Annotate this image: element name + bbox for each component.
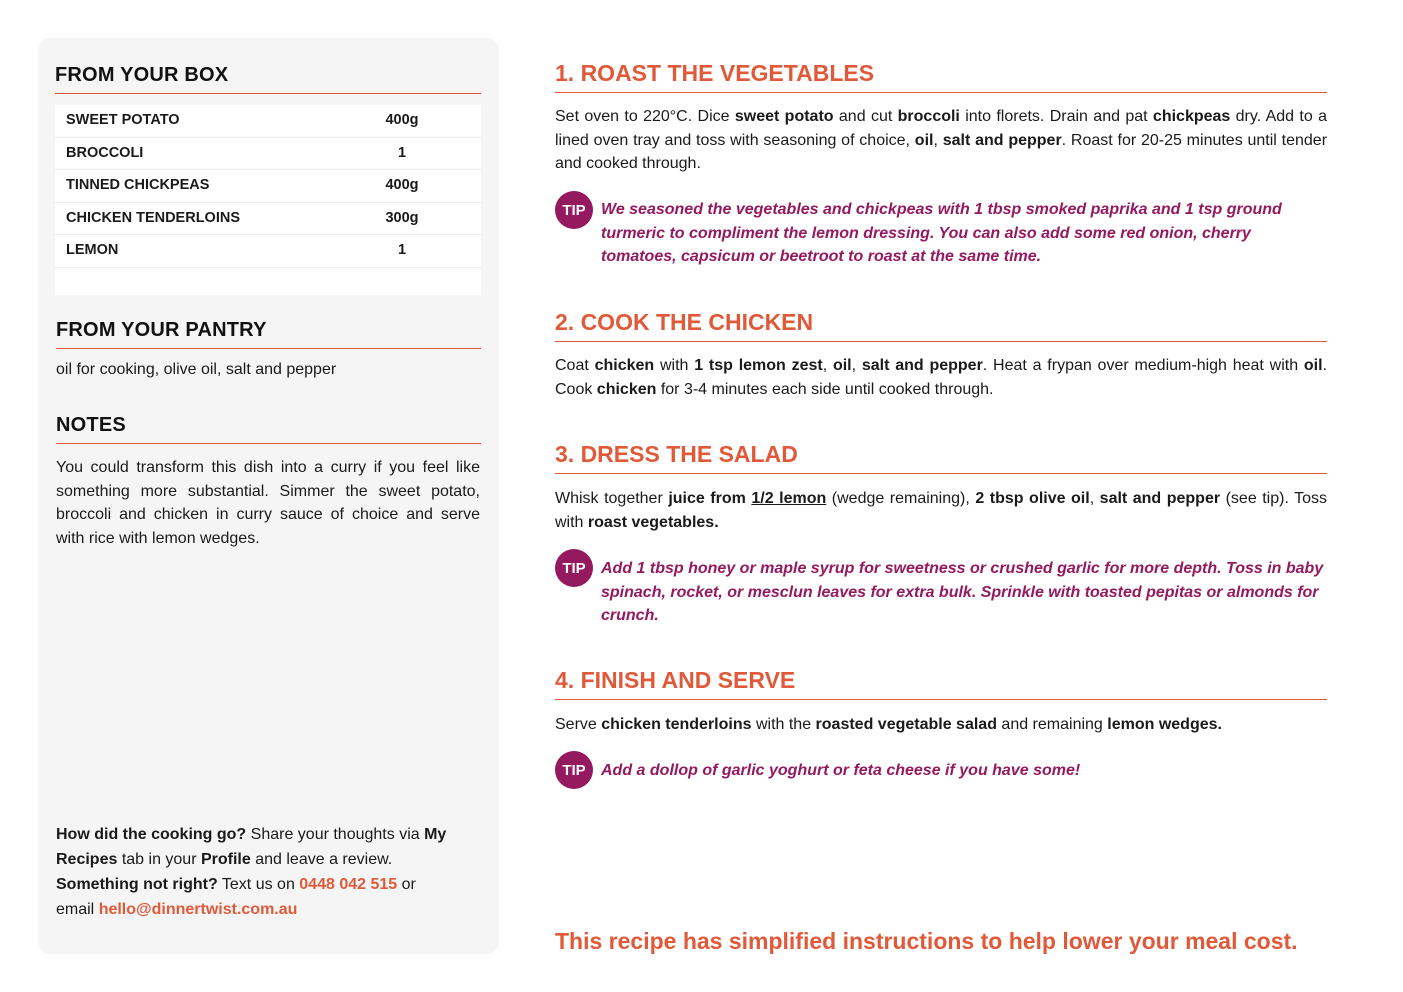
ingredient-qty: 300g <box>385 209 419 226</box>
from-pantry-heading: FROM YOUR PANTRY <box>56 319 481 349</box>
bold-term: salt and pepper <box>1099 490 1221 507</box>
text-span: with <box>654 357 695 374</box>
step-2-body <box>555 354 1327 401</box>
bold-term: 2 tbsp olive oil <box>975 490 1090 507</box>
table-row <box>55 170 481 203</box>
step-4-tip: Add a dollop of garlic yoghurt or feta cheese if you have some! <box>601 762 1081 779</box>
feedback-span: tab in your <box>117 851 201 868</box>
text-span: Coat <box>555 357 595 374</box>
ingredient-name: BROCCOLI <box>66 144 144 161</box>
text-span: into florets. Drain and pat <box>959 108 1153 125</box>
text-span: (see tip). Toss with <box>555 490 1328 531</box>
text-span: (wedge remaining), <box>826 490 976 507</box>
bold-term: broccoli <box>897 108 960 125</box>
step-3-body <box>555 487 1327 534</box>
ingredient-name: SWEET POTATO <box>66 112 180 128</box>
table-row <box>55 138 481 171</box>
footer-note: This recipe has simplified instructions to help lower your meal cost. <box>555 928 1298 954</box>
text-span: , <box>1089 490 1100 507</box>
ingredient-name: CHICKEN TENDERLOINS <box>66 209 241 226</box>
profile-label: Profile <box>200 851 251 868</box>
bold-term: roasted vegetable salad <box>815 716 997 733</box>
bold-term: lemon wedges. <box>1107 716 1222 733</box>
bold-term: salt and pepper <box>861 357 983 374</box>
step-1-body <box>555 105 1327 176</box>
from-box-heading: FROM YOUR BOX <box>55 64 481 94</box>
step-2-heading: 2. COOK THE CHICKEN <box>555 309 1327 342</box>
text-span: Whisk together <box>555 490 669 507</box>
ingredients-table <box>55 105 481 295</box>
pantry-text: oil for cooking, olive oil, salt and pepper <box>56 361 337 378</box>
step-4-body <box>555 713 1327 737</box>
bold-term: oil <box>914 131 934 149</box>
text-span: . Roast for 20-25 minutes until tender and cooked through. <box>555 131 1328 172</box>
bold-term: chicken tenderloins <box>601 716 752 733</box>
text-span: Serve <box>555 716 602 733</box>
ingredient-qty: 1 <box>397 144 407 161</box>
ingredient-name: TINNED CHICKPEAS <box>66 177 210 193</box>
text-span: , <box>851 357 862 374</box>
bold-term: oil <box>1303 357 1323 374</box>
tip-badge: TIP <box>555 549 593 587</box>
phone-link[interactable]: 0448 042 515 <box>299 876 398 893</box>
text-span: dry. Add to a lined oven tray and toss with seasoning of choice, <box>555 108 1327 149</box>
bold-term: chicken <box>594 357 655 374</box>
feedback-span: and leave a review. <box>250 851 393 868</box>
text-span: with the <box>751 716 816 733</box>
step-1-tip: We seasoned the vegetables and chickpeas with 1 tbsp smoked paprika and 1 tsp ground turmeric to compliment the lemon dressing. You can also add some red onion, cherry tomatoes, capsicum or beetroot to roast at the same time. <box>601 201 1282 265</box>
bold-underlined-term: 1/2 lemon <box>751 490 827 507</box>
bold-term: chicken <box>596 380 657 398</box>
text-span: for 3-4 minutes each side until cooked through. <box>656 380 994 398</box>
bold-term: roast vegetables. <box>587 513 719 531</box>
step-1-heading: 1. ROAST THE VEGETABLES <box>555 60 1327 93</box>
text-span: , <box>933 131 943 149</box>
ingredient-qty: 400g <box>385 112 419 128</box>
step-4-heading: 4. FINISH AND SERVE <box>555 667 1327 700</box>
text-span: and remaining <box>996 716 1108 733</box>
bold-term: sweet potato <box>734 108 834 125</box>
text-span: . Cook <box>555 357 1328 398</box>
bold-term: juice from <box>668 490 752 507</box>
feedback-span: Text us on <box>217 876 300 893</box>
text-span: Set oven to 220°C. Dice <box>555 108 735 125</box>
ingredient-qty: 1 <box>397 242 407 258</box>
tip-badge: TIP <box>555 191 593 229</box>
feedback-span: or <box>397 876 416 893</box>
ingredient-name: LEMON <box>66 242 119 258</box>
notes-heading: NOTES <box>56 414 481 444</box>
ingredients-panel <box>38 38 499 954</box>
text-span: . Heat a frypan over medium-high heat with <box>982 357 1304 374</box>
ingredient-qty: 400g <box>385 177 419 193</box>
feedback-span: Share your thoughts via <box>246 826 425 843</box>
table-row <box>55 203 481 236</box>
bold-term: 1 tsp lemon zest <box>694 357 823 374</box>
text-span: , <box>822 357 833 374</box>
my-recipes-label: My Recipes <box>56 826 447 868</box>
table-row <box>55 235 481 268</box>
feedback-span: email <box>56 901 99 918</box>
feedback-question: How did the cooking go? <box>56 826 247 843</box>
bold-term: chickpeas <box>1152 108 1231 125</box>
email-link[interactable]: hello@dinnertwist.com.au <box>98 901 298 918</box>
step-3-tip: Add 1 tbsp honey or maple syrup for sweetness or crushed garlic for more depth. Toss in baby spinach, rocket, or mesclun leaves for extra bulk. Sprinkle with toasted pepitas or almonds for crunch. <box>601 560 1324 624</box>
feedback-text <box>56 822 486 922</box>
bold-term: oil <box>832 357 852 374</box>
text-span: and cut <box>833 108 898 125</box>
support-question: Something not right? <box>56 876 218 893</box>
bold-term: salt and pepper <box>942 131 1062 149</box>
notes-text: You could transform this dish into a curry if you feel like something more substantial. Simmer the sweet potato, broccoli and chicken in curry sauce of choice and serve with rice with lemon wedges. <box>56 459 480 547</box>
tip-badge: TIP <box>555 751 593 789</box>
table-row <box>55 105 481 138</box>
step-3-heading: 3. DRESS THE SALAD <box>555 441 1327 474</box>
